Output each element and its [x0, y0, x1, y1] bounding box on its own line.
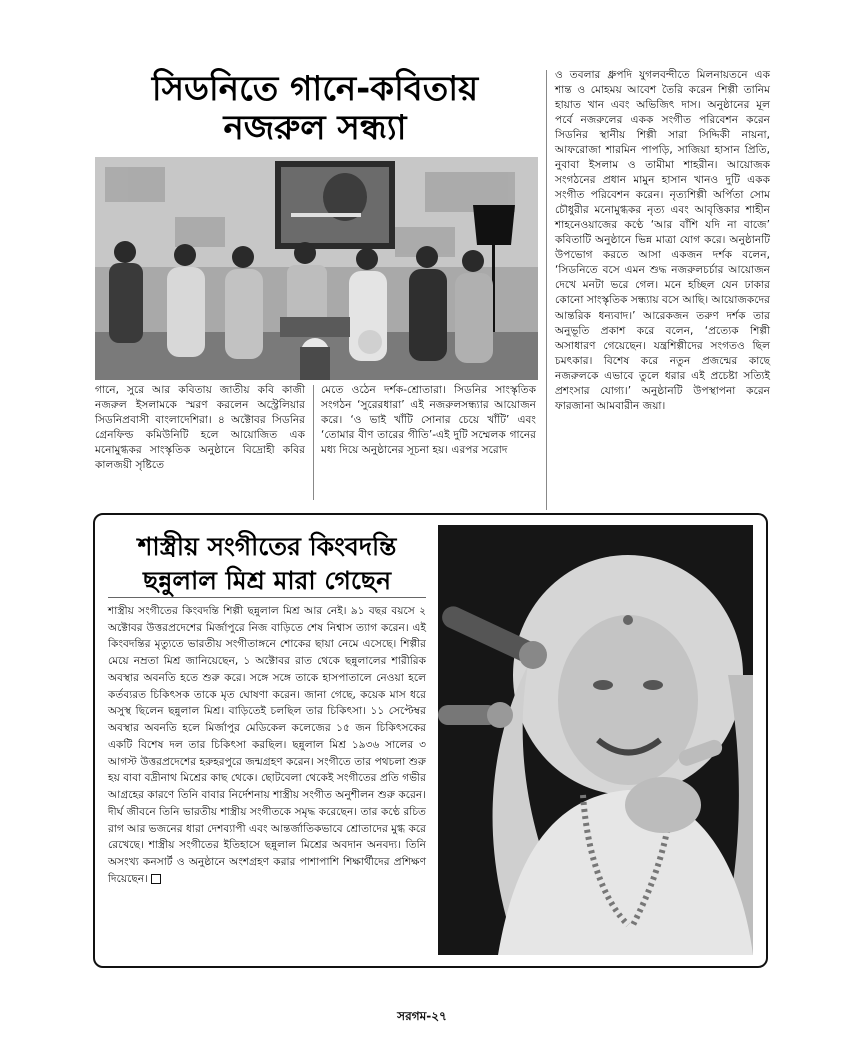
article1-photo-performers — [95, 157, 538, 380]
article2-headline — [108, 530, 426, 598]
article2-body — [108, 603, 426, 887]
article1-body-column-a: গানে, সুরে আর কবিতায় জাতীয় কবি কাজী নজরুল ইসলামকে স্মরণ করলেন অস্ট্রেলিয়ার সিডনিপ্রবাসী বাংলাদেশিরা। ৪ অক্টোবর সিডনির গ্রেনফিল্ড কমিউনিটি হলে আয়োজিত এক মনোমুগ্ধকর সাংস্কৃতিক অনুষ্ঠানে বিদ্রোহী কবির কালজয়ী সৃষ্টিতে — [95, 384, 305, 472]
end-mark-icon — [151, 874, 161, 884]
article2-headline-line2: ছন্নুলাল মিশ্র মারা গেছেন — [142, 565, 392, 595]
headline-underline — [108, 597, 426, 598]
page-number-label: সরগম-২৭ — [397, 1009, 447, 1023]
article1-headline-line1: সিডনিতে গানে-কবিতায় — [151, 69, 479, 109]
article1-headline — [95, 70, 535, 148]
article2-headline-line1: শাস্ত্রীয় সংগীতের কিংবদন্তি — [137, 532, 397, 561]
column-divider — [546, 70, 547, 510]
column-divider — [313, 385, 314, 500]
article1-headline-line2: নজরুল সন্ধ্যা — [223, 108, 407, 149]
article1-body-right-column: ও তবলার ধ্রুপদি যুগলবন্দীতে মিলনায়তনে এক শান্ত ও মোহময় আবেশ তৈরি করেন শিল্পী তানিম হায়াত খান এবং অভিজিৎ দাস। অনুষ্ঠানের মূল পর্বে নজরুলের একক সংগীত পরিবেশন করেন সিডনির স্থানীয় শিল্পী সারা সিদ্দিকী নায়না, আফরোজা শারমিন পাপড়ি, সাজিয়া হাসান প্রিতি, নুবাবা ইসলাম ও তামীমা শাহরীন। আয়োজক সংগঠনের প্রধান মামুন হাসান খানও দুটি একক সংগীত পরিবেশন করেন। নৃত্যশিল্পী অর্পিতা সোম চৌধুরীর মনোমুগ্ধকর নৃত্য এবং আবৃত্তিকার শাহীন শাহনেওয়াজের কণ্ঠে ‘আর বাঁশি যদি না বাজে’ কবিতাটি অনুষ্ঠানে ভিন্ন মাত্রা যোগ করে। অনুষ্ঠানটি উপভোগ করতে আসা একজন দর্শক বলেন, ‘সিডনিতে বসে এমন শুদ্ধ নজরুলচর্চার আয়োজন দেখে মনটা ভরে গেল। মনে হচ্ছিল যেন ঢাকার কোনো সাংস্কৃতিক সন্ধ্যায় বসে আছি। আয়োজকদের আন্তরিক ধন্যবাদ।’ আরেকজন তরুণ দর্শক তার অনুভূতি প্রকাশ করে বলেন, ‘প্রত্যেক শিল্পী অসাধারণ গেয়েছেন। যন্ত্রশিল্পীদের সংগতও ছিল চমৎকার। বিশেষ করে নতুন প্রজন্মের কাছে নজরুলকে এভাবে তুলে ধরার এই প্রচেষ্টা সত্যিই প্রশংসার যোগ্য।’ অনুষ্ঠানটি উপস্থাপনা করেন ফারজানা আমবারীন জয়া। — [555, 69, 770, 412]
article2-body-text: শাস্ত্রীয় সংগীতের কিংবদন্তি শিল্পী ছন্নুলাল মিশ্র আর নেই। ৯১ বছর বয়সে ২ অক্টোবর উত্তরপ্রদেশের মির্জাপুরে নিজ বাড়িতে শেষ নিশ্বাস ত্যাগ করেন। এই কিংবদন্তির মৃত্যুতে ভারতীয় সংগীতাঙ্গনে শোকের ছায়া নেমে এসেছে। শিল্পীর মেয়ে নম্রতা মিশ্র জানিয়েছেন, ১ অক্টোবর রাত থেকে ছন্নুলালের শারীরিক অবস্থার অবনতি হতে শুরু করে। সঙ্গে সঙ্গে তাকে হাসপাতালে নেওয়া হলে কর্তব্যরত চিকিৎসক তাকে মৃত ঘোষণা করেন। জানা গেছে, কয়েক মাস ধরে অসুস্থ ছিলেন ছন্নুলাল মিশ্র। বাড়িতেই চলছিল তার চিকিৎসা। ১১ সেপ্টেম্বর অবস্থার অবনতি হলে মির্জাপুর মেডিকেল কলেজের ১৫ জন চিকিৎসকের একটি বিশেষ দল তার চিকিৎসা করছিল। ছন্নুলাল মিশ্র ১৯৩৬ সালের ৩ আগস্ট উত্তরপ্রদেশের হরুহরপুরে জন্মগ্রহণ করেন। সংগীতে তার পথচলা শুরু হয় বাবা বদ্রীনাথ মিশ্রের কাছ থেকে। ছোটবেলা থেকেই সংগীতের প্রতি গভীর আগ্রহের কারণে তিনি বাবার নির্দেশনায় শাস্ত্রীয় সংগীত অনুশীলন শুরু করেন। দীর্ঘ জীবনে তিনি ভারতীয় শাস্ত্রীয় সংগীতকে সমৃদ্ধ করেছেন। তার কণ্ঠে রচিত রাগ আর ভজনের ধারা দেশব্যাপী এবং আন্তর্জাতিকভাবে শ্রোতাদের মুগ্ধ করে রেখেছে। শাস্ত্রীয় সংগীতের ইতিহাসে ছন্নুলাল মিশ্রের অবদান অনবদ্য। তিনি অসংখ্য কনসার্ট ও অনুষ্ঠানে অংশগ্রহণ করার পাশাপাশি শিক্ষার্থীদের প্রশিক্ষণ দিয়েছেন। — [108, 605, 426, 885]
article1-body-column-b: মেতে ওঠেন দর্শক-শ্রোতারা। সিডনির সাংস্কৃতিক সংগঠন ‘সুরেরধারা’ এই নজরুলসন্ধ্যার আয়োজন করে। ‘ও ভাই খাঁটি সোনার চেয়ে খাঁটি’ এবং ‘তোমার বীণ তারের গীতি’-এই দুটি সম্মেলক গানের মধ্য দিয়ে অনুষ্ঠানের সূচনা হয়। এরপর সরোদ — [321, 384, 536, 457]
article2-photo-portrait — [438, 525, 753, 955]
